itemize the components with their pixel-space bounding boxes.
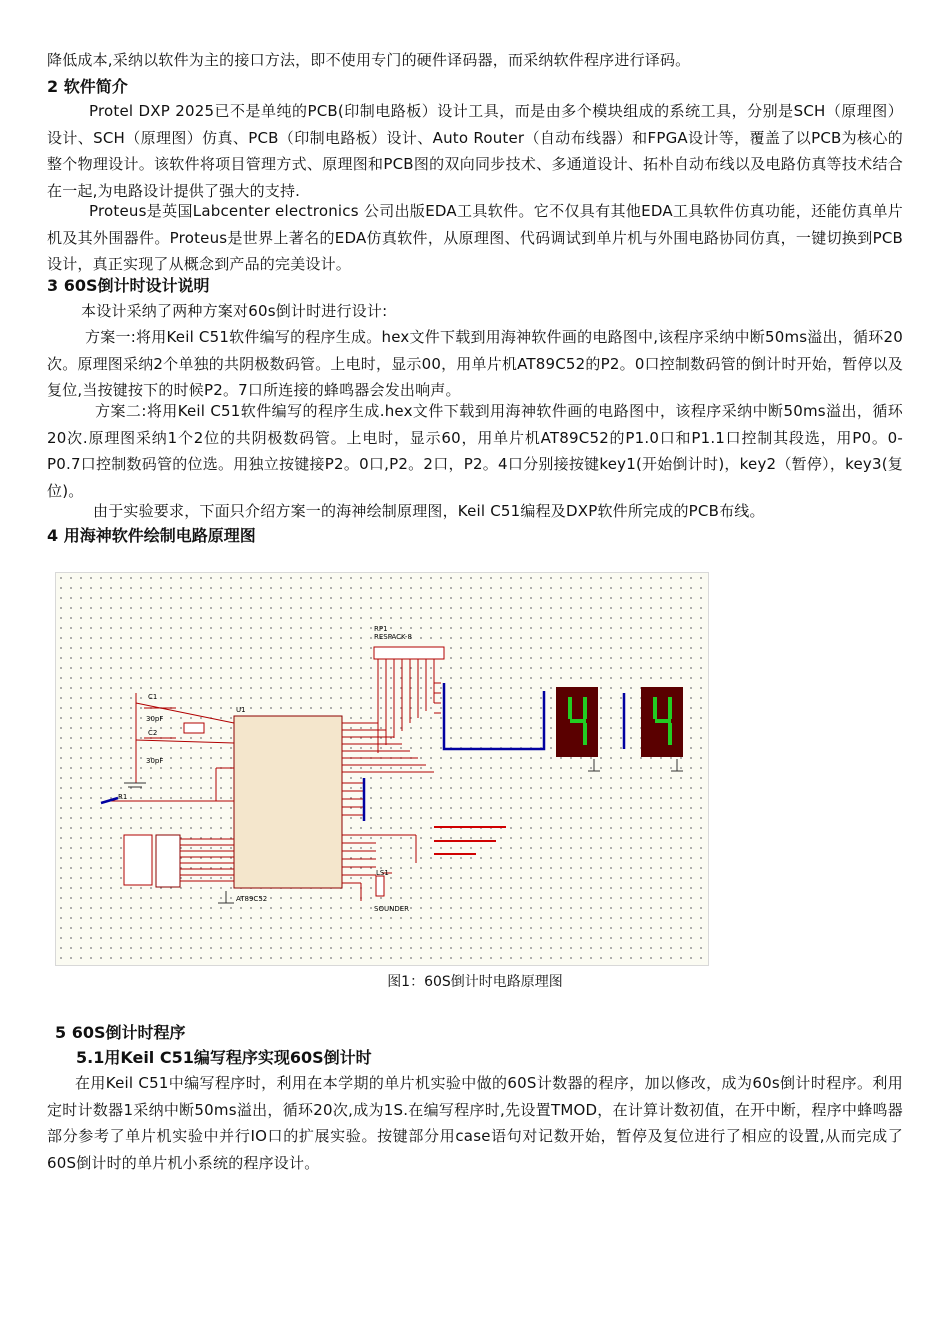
paragraph-plan-one: 方案一:将用Keil C51软件编写的程序生成。hex文件下载到用海神软件画的电路图中,该程序采纳中断50ms溢出，循环20次。原理图采纳2个单独的共阴极数码管。上电时，显示00，用单片机AT89C52的P2。0口控制数码管的倒计时开始，暂停以及复位,当按键按下的时候P2。7口所连接的蜂鸣器会发出响声。: [47, 328, 903, 399]
section-5-heading: 5 60S倒计时程序: [55, 1023, 186, 1042]
paragraph-proteus: Proteus是英国Labcenter electronics 公司出版EDA工具软件。它不仅具有其他EDA工具软件仿真功能，还能仿真单片机及其外围器件。Proteus是世界上著名的EDA仿真软件，从原理图、代码调试到单片机与外围电路协同仿真，一键切换到PCB设计，真正实现了从概念到产品的完美设计。: [47, 202, 903, 273]
cap2-label: C2: [148, 729, 158, 737]
seven-segment-display-1: [556, 687, 598, 757]
resistor-array-left: [124, 835, 152, 885]
schematic-svg: [56, 573, 708, 965]
reset-resistor-label: R1: [118, 793, 128, 801]
cap1-label: C1: [148, 693, 158, 701]
buzzer-body: [376, 876, 384, 896]
section-2-heading: 2 软件简介: [47, 77, 128, 96]
paragraph-protel: Protel DXP 2025已不是单纯的PCB(印制电路板）设计工具，而是由多个模块组成的系统工具，分别是SCH（原理图）设计、SCH（原理图）仿真、PCB（印制电路板）设计、Auto Router（自动布线器）和FPGA设计等，覆盖了以PCB为核心的整个物理设计。该软件将项目管理方式、原理图和PCB图的双向同步技术、多通道设计、拓朴自动布线以及电路仿真等技术结合在一起,为电路设计提供了强大的支持.: [47, 102, 903, 200]
resistor-pack-value: RESPACK-8: [374, 633, 412, 641]
mcu-label: U1: [236, 706, 246, 714]
section-4-heading: 4 用海神软件绘制电路原理图: [47, 526, 256, 545]
segment-bus: [444, 683, 544, 749]
buzzer-label: LS1: [376, 869, 389, 877]
paragraph-two-plans: 本设计采纳了两种方案对60s倒计时进行设计:: [81, 302, 388, 320]
mcu-body: [234, 716, 342, 888]
paragraph-plan-two: 方案二:将用Keil C51软件编写的程序生成.hex文件下载到用海神软件画的电路图中，该程序采纳中断50ms溢出，循环20次.原理图采纳1个2位的共阴极数码管。上电时，显示60，用单片机AT89C52的P1.0口和P1.1口控制其段选，用P0。0-P0.7口控制数码管的位选。用独立按键接P2。0口,P2。2口，P2。4口分别接按键key1(开始倒计时)，key2（暂停），key3(复位)。: [47, 402, 903, 500]
resistor-pack: [374, 647, 444, 659]
seven-segment-display-2: [641, 687, 683, 757]
figure-caption: 图1：60S倒计时电路原理图: [387, 974, 563, 990]
paragraph-keil: 在用Keil C51中编写程序时，利用在本学期的单片机实验中做的60S计数器的程序，加以修改，成为60s倒计时程序。利用定时计数器1采纳中断50ms溢出，循环20次,成为1S.在编写程序时,先设置TMOD，在计算计数初值，在开中断，程序中蜂鸣器部分参考了单片机实验中并行IO口的扩展实验。按键部分用case语句对记数开始，暂停及复位进行了相应的设置,从而完成了60S倒计时的单片机小系统的程序设计。: [47, 1074, 903, 1172]
section-3-heading: 3 60S倒计时设计说明: [47, 276, 210, 295]
resistor-pack-label: RP1: [374, 625, 388, 633]
paragraph-since: 由于实验要求，下面只介绍方案一的海神绘制原理图，Keil C51编程及DXP软件所完成的PCB布线。: [93, 502, 765, 520]
section-5-1-heading: 5.1用Keil C51编写程序实现60S倒计时: [76, 1048, 372, 1067]
cap1-value: 30pF: [146, 715, 164, 723]
crystal-body: [184, 723, 204, 733]
mcu-part-label: AT89C52: [236, 895, 268, 903]
switch-array: [156, 835, 180, 887]
buzzer-value: SOUNDER: [374, 905, 409, 913]
cap2-value: 30pF: [146, 757, 164, 765]
circuit-schematic-figure: [55, 572, 709, 966]
paragraph-intro: 降低成本,采纳以软件为主的接口方法，即不使用专门的硬件译码器，而采纳软件程序进行译码。: [47, 51, 691, 69]
